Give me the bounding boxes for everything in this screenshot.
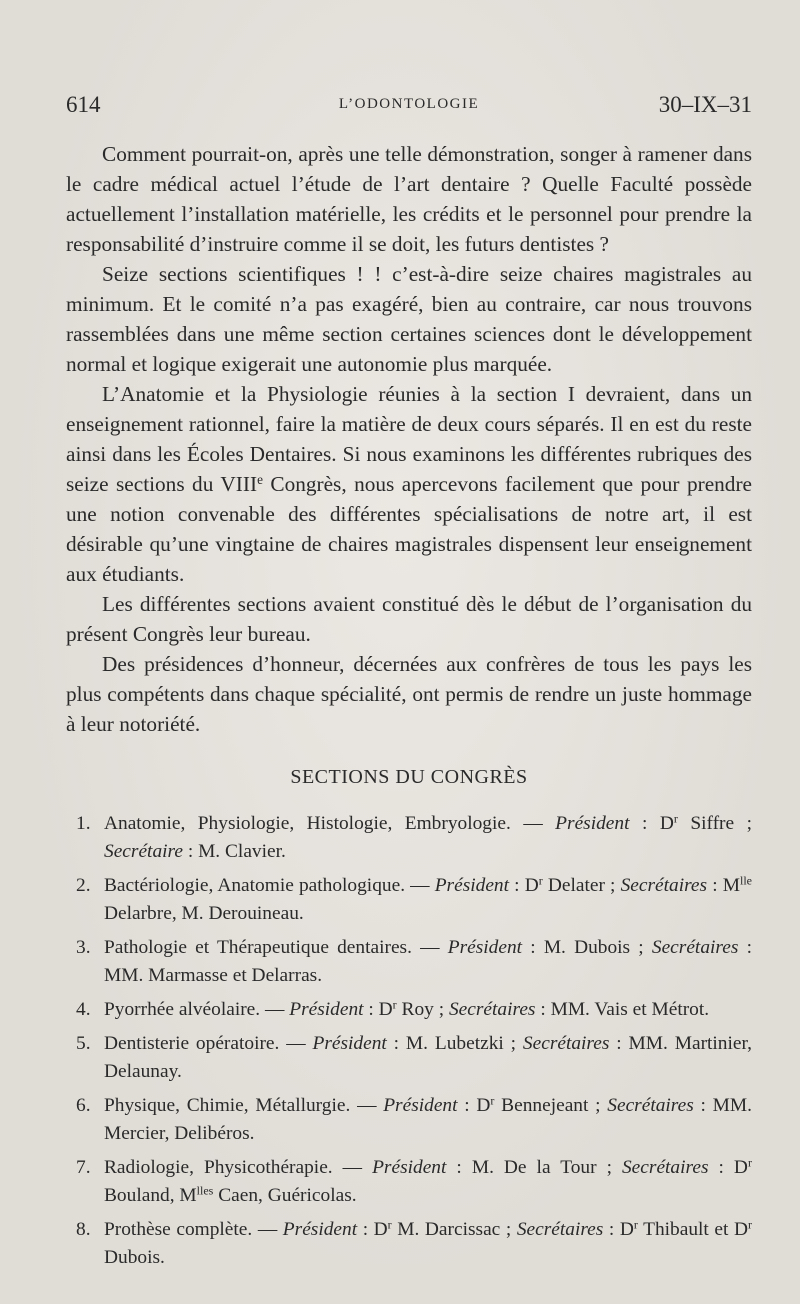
paragraph: Les différentes sections avaient constitué dès le début de l’organisation du présent Congrès leur bureau. xyxy=(66,592,752,646)
list-item: 1. Anatomie, Physiologie, Histologie, Embryologie. — Président : $D^r$ Siffre ; Secrétaire : M. Clavier. xyxy=(76,811,752,862)
sections-list xyxy=(66,810,752,1278)
paragraph: Comment pourrait-on, après une telle démonstration, songer à ramener dans le cadre médical actuel l’étude de l’art dentaire ? Quelle Faculté possède actuellement l’installation matérielle, les crédits et le personnel pour prendre la responsabilité d’instruire comme il se doit, les futurs dentistes ? xyxy=(66,142,752,256)
running-header xyxy=(66,92,752,122)
list-item: 7. Radiologie, Physicothérapie. — Président : M. De la Tour ; Secrétaires : $D^r$ Bouland, $M^{lles}$ Caen, Guéricolas. xyxy=(76,1155,752,1206)
list-item: 2. Bactériologie, Anatomie pathologique. — Président : $D^r$ Delater ; Secrétaires : $M^{lle}$ Delarbre, M. Derouineau. xyxy=(76,873,753,924)
paragraph: Seize sections scientifiques ! ! c’est-à-dire seize chaires magistrales au minimum. Et le comité n’a pas exagéré, bien au contraire, car nous trouvons rassemblées dans une même section certaines sciences dont le développement normal et logique exigerait une autonomie plus marquée. xyxy=(66,262,752,376)
list-item: 4. Pyorrhée alvéolaire. — Président : $D^r$ Roy ; Secrétaires : MM. Vais et Métrot. xyxy=(76,997,710,1020)
paragraph: L’Anatomie et la Physiologie réunies à la section I devraient, dans un enseignement rationnel, faire la matière de deux cours séparés. Il en est du reste ainsi dans les Écoles Dentaires. Si nous examinons les différentes rubriques des seize sections du VIIIe Congrès, nous apercevons facilement que pour prendre une notion convenable des différentes spécialisations de notre art, il est désirable qu’une vingtaine de chaires magistrales dispensent leur enseignement aux étudiants. xyxy=(66,382,752,586)
section-heading: SECTIONS DU CONGRÈS xyxy=(290,766,528,788)
list-item: 3. Pathologie et Thérapeutique dentaires. — Président : M. Dubois ; Secrétaires : MM. Marmasse et Delarras. xyxy=(76,937,752,986)
issue-date: 30–IX–31 xyxy=(658,92,752,117)
running-title: L’ODONTOLOGIE xyxy=(338,96,480,112)
list-item: 5. Dentisterie opératoire. — Président : M. Lubetzki ; Secrétaires : MM. Martinier, Delaunay. xyxy=(76,1033,753,1082)
list-item: 6. Physique, Chimie, Métallurgie. — Président : $D^r$ Bennejeant ; Secrétaires : MM. Mercier, Delibéros. xyxy=(76,1093,752,1144)
page-number: 614 xyxy=(66,92,101,117)
list-item: 8. Prothèse complète. — Président : $D^r$ M. Darcissac ; Secrétaires : $D^r$ Thibault et $D^r$ Dubois. xyxy=(76,1217,752,1268)
paragraph: Des présidences d’honneur, décernées aux confrères de tous les pays les plus compétents dans chaque spécialité, ont permis de rendre un juste hommage à leur notoriété. xyxy=(66,652,752,736)
body-text xyxy=(66,139,752,739)
